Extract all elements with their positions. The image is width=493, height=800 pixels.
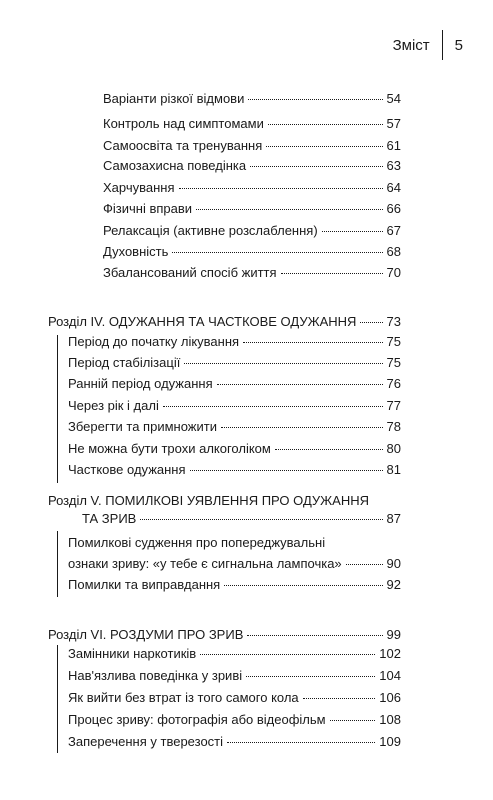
toc-entry (68, 375, 401, 393)
entry-page: 70 (386, 265, 401, 280)
dot-leader (248, 99, 382, 100)
header-divider (442, 30, 443, 60)
chapter-heading (48, 626, 401, 644)
dot-leader (250, 166, 382, 167)
dot-leader (200, 654, 375, 655)
entry-page: 68 (386, 244, 401, 259)
entry-page: 92 (386, 577, 401, 592)
chapter-bracket-line (57, 645, 58, 753)
entry-title: Як вийти без втрат із того самого кола (68, 690, 299, 705)
toc-entry (68, 645, 401, 663)
dot-leader (227, 742, 375, 743)
toc-entry (103, 137, 401, 155)
chapter-heading-line1: Розділ V. ПОМИЛКОВІ УЯВЛЕННЯ ПРО ОДУЖАННЯ (48, 493, 370, 508)
running-header (393, 30, 463, 60)
entry-page: 81 (386, 462, 401, 477)
toc-entry (68, 555, 401, 573)
entry-page: 64 (386, 180, 401, 195)
entry-title: Не можна бути трохи алкоголіком (68, 441, 271, 456)
dot-leader (163, 406, 383, 407)
dot-leader (275, 449, 383, 450)
entry-page: 75 (386, 334, 401, 349)
dot-leader (322, 231, 383, 232)
entry-page: 108 (379, 712, 401, 727)
entry-page: 63 (386, 158, 401, 173)
entry-title: Період до початку лікування (68, 334, 240, 349)
entry-page: 67 (386, 223, 401, 238)
dot-leader (224, 585, 382, 586)
entry-title: Релаксація (активне розслаблення) (103, 223, 318, 238)
entry-page: 61 (386, 138, 401, 153)
entry-title: Варіанти різкої відмови (103, 91, 245, 106)
entry-title: Фізичні вправи (103, 201, 193, 216)
dot-leader (281, 273, 383, 274)
dot-leader (246, 676, 375, 677)
entry-title: Зберегти та примножити (68, 419, 217, 434)
chapter-bracket-line (57, 335, 58, 483)
entry-page: 54 (386, 91, 401, 106)
entry-title: Духовність (103, 244, 169, 259)
toc-entry (68, 397, 401, 415)
dot-leader (140, 519, 382, 520)
entry-title-line1: Помилкові судження про попереджувальні (68, 535, 326, 550)
toc-entry (68, 461, 401, 479)
toc-entry (68, 689, 401, 707)
dot-leader (247, 635, 382, 636)
entry-title: Помилки та виправдання (68, 577, 221, 592)
chapter-heading (82, 510, 401, 528)
dot-leader (330, 720, 376, 721)
toc-entry (103, 264, 401, 282)
toc-entry (103, 157, 401, 175)
toc-entry (68, 576, 401, 594)
toc-entry (103, 200, 401, 218)
toc-entry (103, 90, 401, 108)
chapter-title: Розділ IV. ОДУЖАННЯ ТА ЧАСТКОВЕ ОДУЖАННЯ (48, 314, 357, 329)
entry-title: ознаки зриву: «у тебе є сигнальна лампочка» (68, 556, 342, 571)
entry-title: Харчування (103, 180, 175, 195)
entry-title: Ранній період одужання (68, 376, 213, 391)
toc-entry (103, 243, 401, 261)
entry-title: Самоосвіта та тренування (103, 138, 263, 153)
entry-page: 78 (386, 419, 401, 434)
dot-leader (179, 188, 383, 189)
dot-leader (184, 363, 382, 364)
toc-entry (68, 667, 401, 685)
dot-leader (172, 252, 382, 253)
entry-title: Процес зриву: фотографія або відеофільм (68, 712, 326, 727)
chapter-heading (48, 313, 401, 331)
toc-entry (103, 179, 401, 197)
toc-entry (68, 733, 401, 751)
entry-page: 76 (386, 376, 401, 391)
dot-leader (346, 564, 383, 565)
entry-page: 80 (386, 441, 401, 456)
dot-leader (360, 322, 382, 323)
entry-title: Період стабілізації (68, 355, 181, 370)
dot-leader (190, 470, 383, 471)
entry-title: Самозахисна поведінка (103, 158, 247, 173)
entry-page: 57 (386, 116, 401, 131)
toc-entry (68, 333, 401, 351)
entry-page: 66 (386, 201, 401, 216)
chapter-bracket-line (57, 531, 58, 597)
chapter-title: Розділ VI. РОЗДУМИ ПРО ЗРИВ (48, 627, 244, 642)
section-title: Зміст (392, 36, 430, 54)
entry-title: Контроль над симптомами (103, 116, 264, 131)
entry-page: 90 (386, 556, 401, 571)
toc-entry (103, 222, 401, 240)
page-number: 5 (454, 36, 463, 54)
entry-title: Часткове одужання (68, 462, 186, 477)
chapter-page: 99 (386, 627, 401, 642)
entry-title: Замінники наркотиків (68, 646, 197, 661)
entry-title: Нав'язлива поведінка у зриві (68, 668, 243, 683)
chapter-page: 73 (386, 314, 401, 329)
toc-entry (68, 354, 401, 372)
entry-title: Заперечення у тверезості (68, 734, 224, 749)
toc-entry (68, 440, 401, 458)
dot-leader (268, 124, 383, 125)
dot-leader (217, 384, 383, 385)
toc-entry (103, 115, 401, 133)
entry-page: 75 (386, 355, 401, 370)
dot-leader (266, 146, 382, 147)
entry-page: 106 (379, 690, 401, 705)
entry-page: 102 (379, 646, 401, 661)
entry-page: 109 (379, 734, 401, 749)
dot-leader (303, 698, 376, 699)
entry-page: 77 (386, 398, 401, 413)
toc-entry (68, 418, 401, 436)
dot-leader (221, 427, 383, 428)
entry-page: 104 (379, 668, 401, 683)
chapter-page: 87 (386, 511, 401, 526)
dot-leader (196, 209, 383, 210)
toc-entry (68, 711, 401, 729)
entry-title: Збалансований спосіб життя (103, 265, 277, 280)
entry-title: Через рік і далі (68, 398, 159, 413)
dot-leader (243, 342, 382, 343)
chapter-title: ТА ЗРИВ (82, 511, 137, 526)
